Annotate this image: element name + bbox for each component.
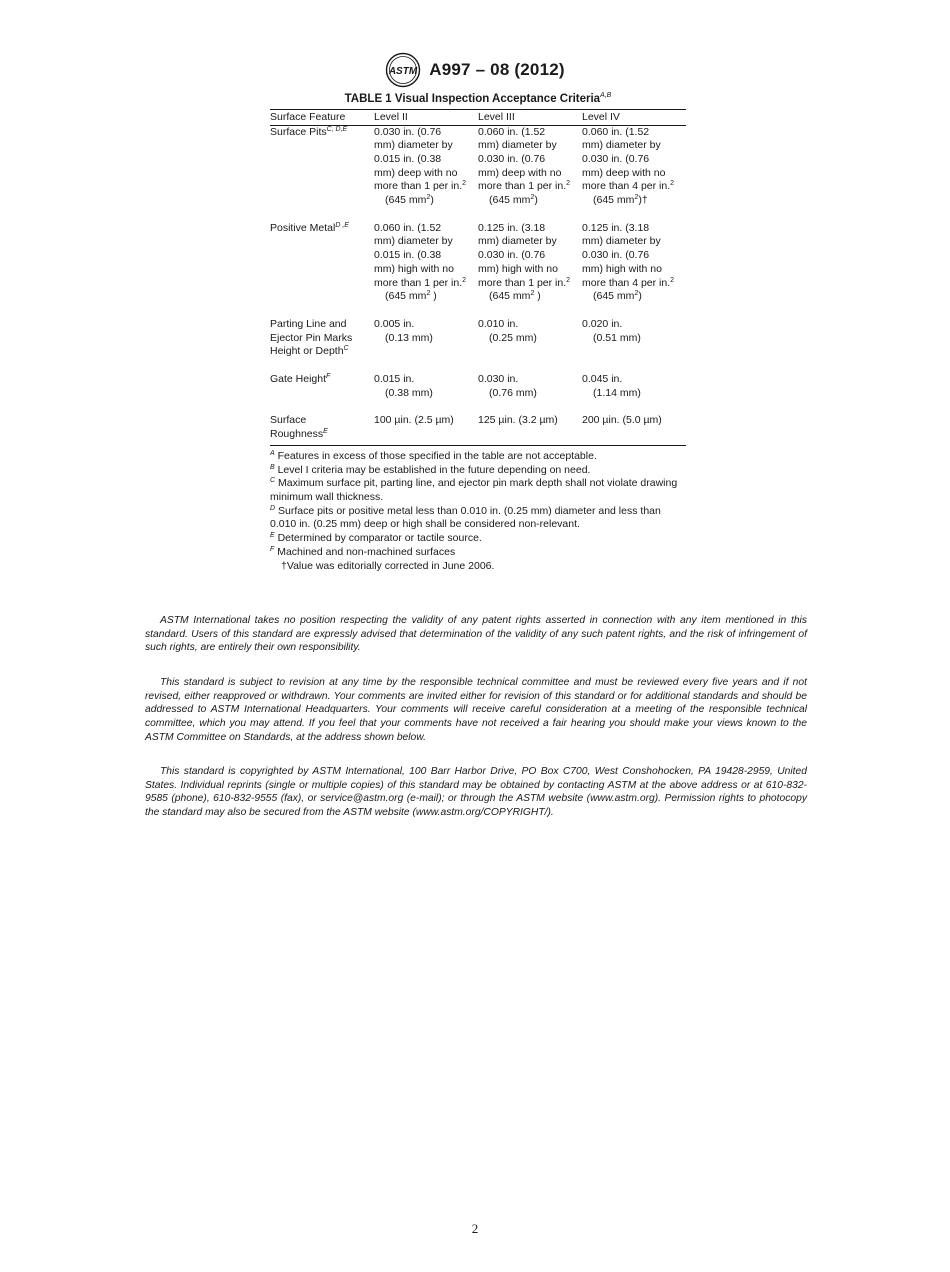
dagger-note: †Value was editorially corrected in June 2006. — [281, 559, 495, 572]
footnote: $^F$ Machined and non-machined surfaces — [270, 545, 456, 558]
revision-notice: This standard is subject to revision at any time by the responsible technical committee and must be reviewed every five years and if not revised, either reapproved or withdrawn. Your comments are invited either for revision of this standard or for additional standards and should be addressed to ASTM International Headquarters. Your comments will receive careful consideration at a meeting of the responsible technical committee, which you may attend. If you feel that your comments have not received a fair hearing you should make your views known to the ASTM Committee on Standards, at the address shown below. — [145, 677, 807, 743]
document-id: A997 – 08 (2012) — [429, 60, 565, 79]
page-number: 2 — [471, 1221, 479, 1236]
footnote: $^B$ Level I criteria may be established in the future depending on need. — [270, 463, 591, 476]
table-cell: 0.020 in. (0.51 mm) — [582, 317, 641, 344]
table-cell: 0.125 in. (3.18 mm) diameter by 0.030 in. (0.76 mm) high with no more than 1 per in.$^2$ (645 $mm^2$ ) — [478, 221, 571, 303]
feature-cell: Surface Pits$^{C, D,E}$ — [270, 125, 348, 138]
astm-logo-icon — [385, 52, 421, 88]
table-cell: 100 µin. (2.5 µm) — [374, 414, 454, 427]
feature-cell: Positive Metal$^{D ,E}$ — [270, 221, 349, 234]
table-cell: 0.060 in. (1.52 mm) diameter by 0.030 in. (0.76 mm) deep with no more than 1 per in.$^2$ (645 $mm^2$) — [478, 125, 571, 207]
table-row — [270, 373, 686, 414]
table-title: TABLE 1 Visual Inspection Acceptance Criteria$^{A,B}$ — [344, 92, 612, 105]
feature-cell: Surface Roughness$^E$ — [270, 414, 328, 441]
copyright-notice: This standard is copyrighted by ASTM International, 100 Barr Harbor Drive, PO Box C700, West Conshohocken, PA 19428-2959, United States. Individual reprints (single or multiple copies) of this standard may be obtained by contacting ASTM at the above address or at 610-832-9585 (phone), 610-832-9555 (fax), or service@astm.org (e-mail); or through the ASTM website (www.astm.org). Permission rights to photocopy the standard may also be secured from the ASTM website (www.astm.org/COPYRIGHT/). — [145, 766, 807, 819]
column-header: Level II — [374, 110, 408, 123]
table-1 — [270, 92, 686, 573]
table-cell: 0.010 in. (0.25 mm) — [478, 317, 537, 344]
table-cell: 200 µin. (5.0 µm) — [582, 414, 662, 427]
feature-cell: Parting Line and Ejector Pin Marks Height or Depth$^C$ — [270, 317, 353, 358]
table-cell: 0.005 in. (0.13 mm) — [374, 317, 433, 344]
footnote: $^D$ Surface pits or positive metal less than 0.010 in. (0.25 mm) diameter and less than 0.010 in. (0.25 mm) deep or high shall be considered non-relevant. — [270, 504, 661, 531]
table-cell: 0.015 in. (0.38 mm) — [374, 373, 433, 399]
table-row — [270, 318, 686, 373]
column-header: Surface Feature — [270, 110, 346, 123]
table-cell: 0.060 in. (1.52 mm) diameter by 0.030 in. (0.76 mm) deep with no more than 4 per in.$^2$ (645 $mm^2)\dagger$ — [582, 125, 675, 207]
table-cell: 0.030 in. (0.76 mm) — [478, 373, 537, 399]
column-header: Level III — [478, 110, 515, 123]
feature-cell: Gate Height$^F$ — [270, 373, 331, 386]
table-cell: 0.030 in. (0.76 mm) diameter by 0.015 in. (0.38 mm) deep with no more than 1 per in.$^2$ (645 $mm^2$) — [374, 125, 467, 207]
patent-notice: ASTM International takes no position respecting the validity of any patent rights asserted in connection with any item mentioned in this standard. Users of this standard are expressly advised that determination of the validity of any such patent rights, and the risk of infringement of such rights, are entirely their own responsibility. — [145, 615, 807, 654]
table-footnotes — [270, 450, 686, 573]
footnote: $^E$ Determined by comparator or tactile source. — [270, 532, 482, 545]
footnote: $^A$ Features in excess of those specified in the table are not acceptable. — [270, 449, 597, 462]
table-cell: 125 µin. (3.2 µm) — [478, 414, 558, 427]
table-row — [270, 414, 686, 445]
inspection-criteria-table — [270, 109, 686, 446]
footnote: $^C$ Maximum surface pit, parting line, and ejector pin mark depth shall not violate drawing minimum wall thickness. — [270, 477, 678, 503]
table-row — [270, 125, 686, 222]
table-cell: 0.125 in. (3.18 mm) diameter by 0.030 in. (0.76 mm) high with no more than 4 per in.$^2$ (645 $mm^2$) — [582, 221, 675, 303]
column-header: Level IV — [582, 110, 620, 123]
table-row — [270, 222, 686, 318]
table-cell: 0.045 in. (1.14 mm) — [582, 373, 641, 399]
table-header-row — [270, 109, 686, 125]
logo-text: ASTM — [389, 66, 418, 77]
page-header — [0, 52, 950, 88]
table-cell: 0.060 in. (1.52 mm) diameter by 0.015 in. (0.38 mm) high with no more than 1 per in.$^2$ (645 $mm^2$ ) — [374, 221, 467, 303]
